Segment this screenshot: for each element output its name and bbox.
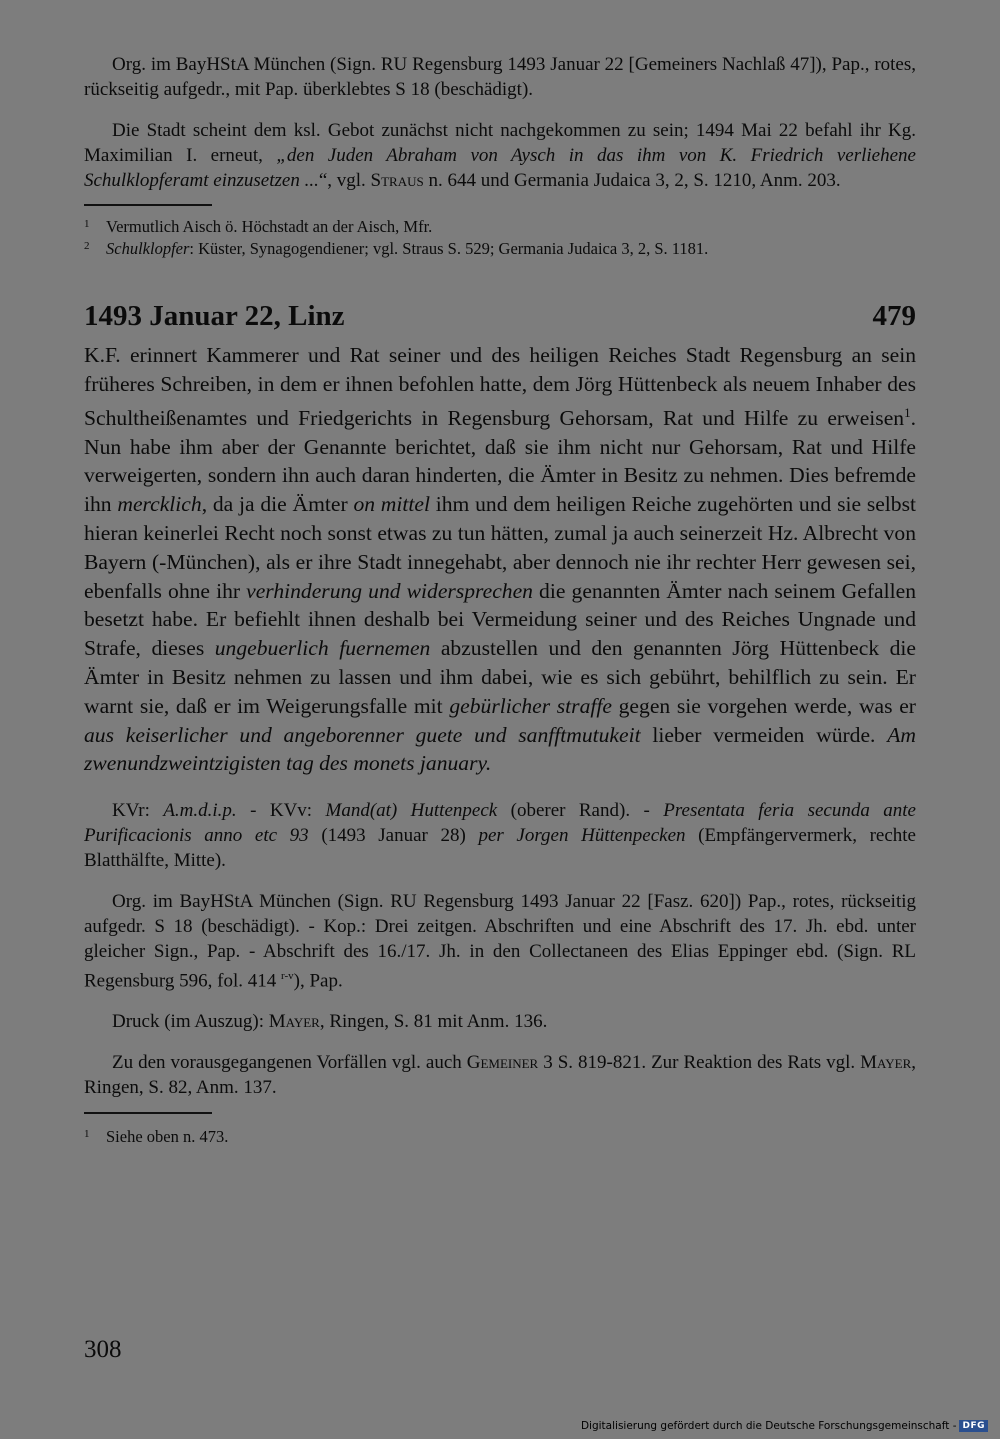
regest-quote: gebürlicher straffe (449, 693, 612, 718)
dfg-logo-icon: DFG (959, 1420, 988, 1432)
footnote-text: : Küster, Synagogendiener; vgl. Straus S. 529; Germania Judaica 3, 2, S. 1181. (189, 239, 709, 258)
regest-text: die genannten Ämter nach seinem Gefallen besetzt habe. Er befiehlt ihnen deshalb bei Vermeidung seiner und des Reiches Ungnade und Strafe, dieses (84, 578, 916, 661)
footnote-number: 1 (84, 218, 90, 230)
regest-text: ihm und dem heiligen Reiche zugehörten und sie selbst hieran keinerlei Recht noch sonst etwas zu tun hätten, zumal ja auch seinerzeit Hz. Albrecht von Bayern (-München), als er ihre Stadt innegehabt, aber dennoch nie ihr rechter Herr gewesen sei, ebenfalls ohne ihr (84, 492, 917, 603)
regest-text: , da ja die Ämter (201, 492, 354, 517)
footnote-rule-top (84, 204, 212, 206)
kv-text: (1493 Januar 28) (308, 825, 479, 847)
footnotes-bottom (84, 1126, 916, 1148)
entry-heading (84, 298, 916, 334)
regest-quote: aus keiserlicher und angeborenner guete und sanfftmutukeit (84, 722, 641, 747)
source-text: ), Pap. (293, 970, 343, 992)
kv-quote: Mand(at) Huttenpeck (325, 800, 498, 822)
related-author: Mayer (860, 1052, 912, 1074)
folio-sup: r-v (281, 970, 294, 983)
kv-quote: A.m.d.i.p. (163, 800, 237, 822)
source-note-original (84, 889, 916, 993)
kv-text: (oberer Rand). - (497, 800, 664, 822)
regest-text: abzustellen und den genannten Jörg Hüttenbeck die Ämter in Besitz nehmen zu lassen und ihm dabei, wie es sich gebührt, behilflich zu sein. Er warnt sie, daß er im Weigerungsfalle mit (84, 636, 917, 718)
regest-quote: on mittel (353, 492, 430, 517)
commentary-text-2: “, vgl. (318, 170, 371, 191)
page-number: 308 (84, 1336, 122, 1363)
source-text: Org. im BayHStA München (Sign. RU Regensburg 1493 Januar 22 [Fasz. 620]) Pap., rotes, rückseitig aufgedr. S 18 (beschädigt). - Kop.: Drei zeitgen. Abschriften und eine Abschrift des 17. Jh. ebd. unter gleicher Sign., Pap. - Abschrift des 16./17. Jh. in den Collectaneen des Elias Eppinger ebd. (Sign. RL Regensburg 596, fol. 414 (84, 891, 916, 992)
footnote-ref: 1 (904, 404, 911, 420)
funding-text: Digitalisierung gefördert durch die Deutsche Forschungsgemeinschaft - (580, 1420, 957, 1432)
footnote-term: Schulklopfer (106, 239, 190, 258)
regest-quote: verhinderung und widersprechen (246, 578, 533, 603)
funding-footer (581, 1420, 988, 1432)
regest-text: gegen sie vorgehen werde, was er (611, 693, 916, 718)
print-text: , Ringen, S. 81 mit Anm. 136. (319, 1011, 548, 1033)
footnote-1-bottom (84, 1126, 916, 1148)
print-author: Mayer (268, 1011, 320, 1033)
kv-quote: Presentata feria secunda ante Purificacionis anno etc 93 (84, 800, 916, 847)
regest-quote: ungebuerlich fuernemen (214, 636, 431, 661)
source-note-top: Org. im BayHStA München (Sign. RU Regensburg 1493 Januar 22 [Gemeiners Nachlaß 47]), Pap., rotes, rückseitig aufgedr., mit Pap. überklebtes S 18 (beschädigt). (84, 54, 916, 100)
kv-quote: per Jorgen Hüttenpecken (478, 825, 686, 847)
page-content (84, 52, 916, 1148)
footnote-1 (84, 216, 916, 238)
related-reference (84, 1050, 916, 1100)
entry-number: 479 (872, 300, 916, 332)
footnote-number: 1 (84, 1128, 90, 1141)
kv-text: (Empfängervermerk, rechte Blatthälfte, Mitte). (84, 825, 916, 872)
footnote-number: 2 (84, 240, 90, 252)
regest-quote: mercklich (117, 492, 202, 517)
main-regest (84, 341, 916, 778)
related-author: Gemeiner (466, 1052, 539, 1074)
footnote-rule-bottom (84, 1112, 212, 1114)
related-text: 3 S. 819-821. Zur Reaktion des Rats vgl. (538, 1052, 861, 1074)
regest-text: K.F. erinnert Kammerer und Rat seiner und des heiligen Reiches Stadt Regensburg an sein früheres Schreiben, in dem er ihnen befohlen hatte, dem Jörg Hüttenbeck als neuem Inhaber des Schultheißenamtes und Friedgerichts in Regensburg Gehorsam, Rat und Hilfe zu erweisen (84, 343, 916, 430)
kanzleivermerke (84, 798, 916, 873)
entry-date-place: 1493 Januar 22, Linz (84, 300, 345, 332)
print-reference (84, 1009, 916, 1034)
commentary-text-3: n. 644 und Germania Judaica 3, 2, S. 1210, Anm. 203. (423, 170, 841, 191)
related-text: , Ringen, S. 82, Anm. 137. (84, 1052, 916, 1099)
regest-text: lieber vermeiden würde. (640, 722, 888, 747)
paragraph-commentary (84, 118, 916, 193)
kv-text: - KVv: (236, 800, 326, 822)
regest-text: . Nun habe ihm aber der Genannte berichtet, daß sie ihm nicht nur Gehorsam, Rat und Hilfe verweigerten, sondern ihn auch daran hinderten, die Ämter in Besitz zu nehmen. Dies befremde ihn (84, 405, 916, 517)
related-text: Zu den vorausgegangenen Vorfällen vgl. auch (112, 1052, 467, 1074)
commentary-text-1: Die Stadt scheint dem ksl. Gebot zunächst nicht nachgekommen zu sein; 1494 Mai 22 befahl ihr Kg. Maximilian I. erneut, (84, 120, 916, 166)
kv-text: KVr: (112, 800, 164, 822)
commentary-quote: „den Juden Abraham von Aysch in das ihm von K. Friedrich verliehene Schulklopferamt einzusetzen ... (84, 145, 916, 191)
footnote-2 (84, 238, 916, 260)
footnote-text: Vermutlich Aisch ö. Höchstadt an der Aisch, Mfr. (106, 217, 433, 236)
commentary-author: Straus (370, 170, 424, 191)
footnote-text: Siehe oben n. 473. (106, 1127, 229, 1147)
regest-quote: Am zwenundzweintzigisten tag des monets january. (84, 722, 916, 776)
print-text: Druck (im Auszug): (112, 1011, 269, 1033)
footnotes-top (84, 216, 916, 260)
